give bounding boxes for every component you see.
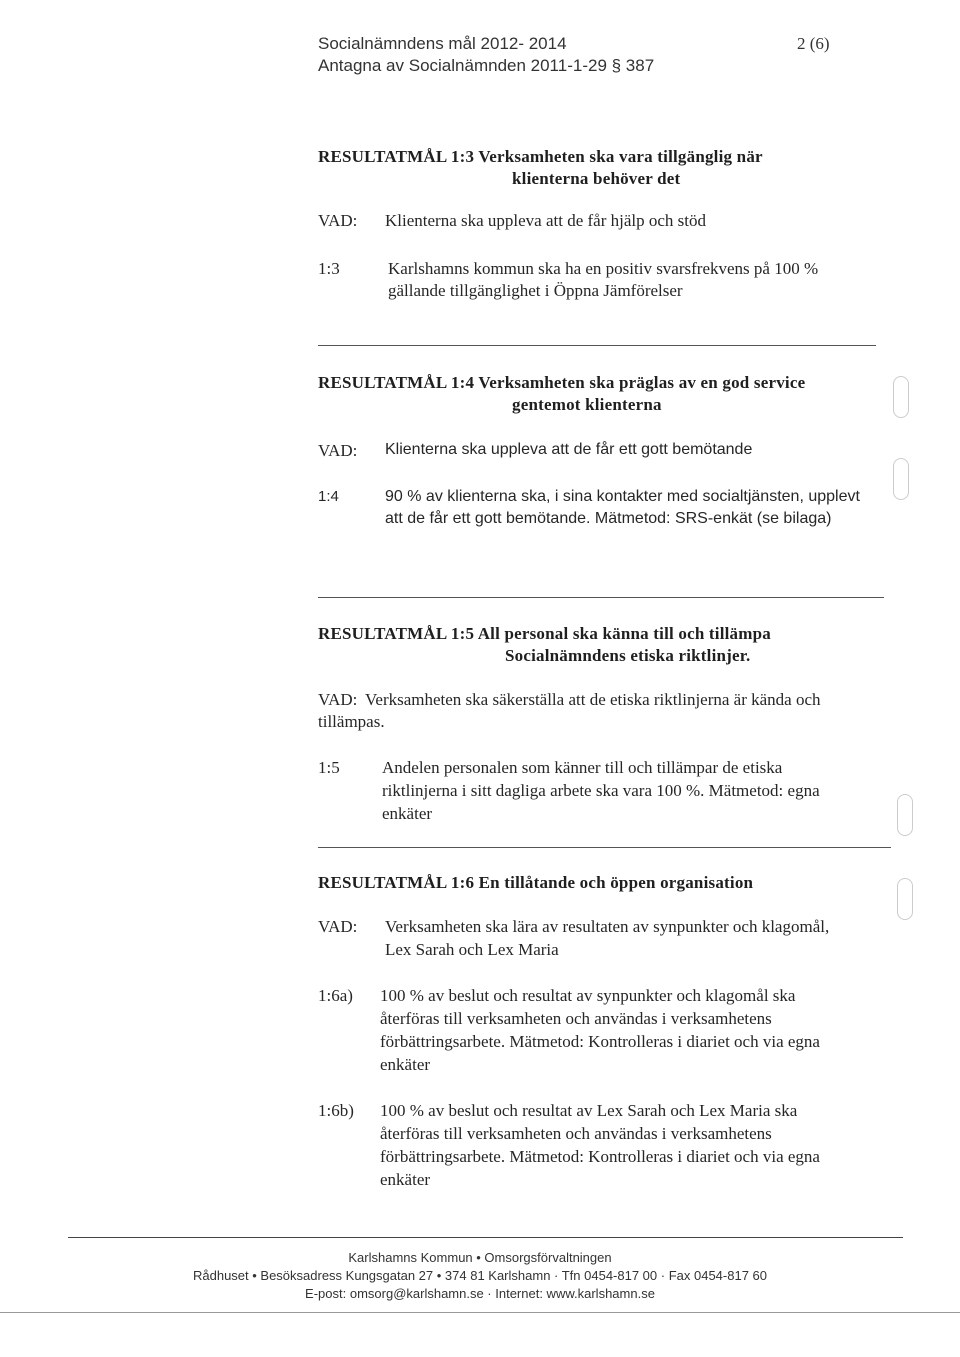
goal-1-3-vad-text: Klienterna ska uppleva att de får hjälp och stöd	[385, 211, 706, 230]
goal-1-6a-item-number: 1:6a)	[318, 986, 353, 1005]
goal-1-5-vad-line-1: Verksamheten ska säkerställa att de etiska riktlinjerna är kända och	[365, 690, 821, 709]
goal-1-6b-item-line-3: förbättringsarbete. Mätmetod: Kontrolleras i diariet och via egna	[380, 1147, 820, 1166]
goal-1-6b-item-line-1: 100 % av beslut och resultat av Lex Sarah och Lex Maria ska	[380, 1101, 798, 1120]
goal-1-5-item-line-2: riktlinjerna i sitt dagliga arbete ska vara 100 %. Mätmetod: egna	[382, 781, 820, 800]
goal-1-5-vad-label: VAD:	[318, 690, 358, 709]
section-divider	[318, 847, 891, 848]
goal-1-6b-item-line-2: återföras till verksamheten och användas i verksamhetens	[380, 1124, 772, 1143]
page-number: 2 (6)	[797, 34, 830, 53]
goal-1-6-vad-line-1: Verksamheten ska lära av resultaten av synpunkter och klagomål,	[385, 917, 830, 936]
goal-1-6a-item-line-3: förbättringsarbete. Mätmetod: Kontrolleras i diariet och via egna	[380, 1032, 820, 1051]
goal-1-6a-item-line-4: enkäter	[380, 1055, 431, 1074]
goal-1-5-item-line-1: Andelen personalen som känner till och tillämpar de etiska	[382, 758, 783, 777]
goal-1-4-title: RESULTATMÅL 1:4 Verksamheten ska präglas av en god service	[318, 373, 806, 392]
punch-hole-mark	[897, 878, 913, 920]
section-divider	[318, 597, 884, 598]
goal-1-3-title: RESULTATMÅL 1:3 Verksamheten ska vara tillgänglig när	[318, 147, 763, 166]
goal-1-3-item-line-2: gällande tillgänglighet i Öppna Jämförelser	[388, 281, 683, 300]
footer-divider	[68, 1237, 903, 1238]
punch-hole-mark	[897, 794, 913, 836]
goal-1-5-vad-line-2: tillämpas.	[318, 712, 385, 731]
footer-address: Rådhuset • Besöksadress Kungsgatan 27 • 374 81 Karlshamn · Tfn 0454-817 00 · Fax 0454-817 60	[192, 1268, 767, 1283]
document-title: Socialnämndens mål 2012- 2014	[318, 34, 567, 53]
goal-1-4-item-line-2: att de får ett gott bemötande. Mätmetod: SRS-enkät (se bilaga)	[385, 510, 832, 527]
goal-1-3-title-cont: klienterna behöver det	[512, 169, 681, 188]
goal-1-6a-item-line-1: 100 % av beslut och resultat av synpunkter och klagomål ska	[380, 986, 796, 1005]
goal-1-3-item-number: 1:3	[318, 259, 340, 278]
punch-hole-mark	[893, 458, 909, 500]
goal-1-4-vad-text: Klienterna ska uppleva att de får ett gott bemötande	[385, 441, 753, 458]
goal-1-5-title-cont: Socialnämndens etiska riktlinjer.	[505, 646, 751, 665]
goal-1-6a-item-line-2: återföras till verksamheten och användas i verksamhetens	[380, 1009, 772, 1028]
goal-1-4-title-cont: gentemot klienterna	[512, 395, 662, 414]
goal-1-6-title: RESULTATMÅL 1:6 En tillåtande och öppen organisation	[318, 873, 754, 892]
goal-1-6b-item-line-4: enkäter	[380, 1170, 431, 1189]
section-divider	[318, 345, 876, 346]
goal-1-3-vad-label: VAD:	[318, 211, 358, 230]
goal-1-4-item-number: 1:4	[318, 488, 339, 505]
goal-1-6b-item-number: 1:6b)	[318, 1101, 354, 1120]
goal-1-6-vad-line-2: Lex Sarah och Lex Maria	[385, 940, 559, 959]
goal-1-3-item-line-1: Karlshamns kommun ska ha en positiv svarsfrekvens på 100 %	[388, 259, 819, 278]
goal-1-4-item-line-1: 90 % av klienterna ska, i sina kontakter med socialtjänsten, upplevt	[385, 488, 860, 505]
punch-hole-mark	[893, 376, 909, 418]
goal-1-5-item-number: 1:5	[318, 758, 340, 777]
goal-1-6-vad-label: VAD:	[318, 917, 358, 936]
footer-organization: Karlshamns Kommun • Omsorgsförvaltningen	[348, 1250, 612, 1265]
adoption-note: Antagna av Socialnämnden 2011-1-29 § 387	[318, 56, 655, 75]
footer-contact: E-post: omsorg@karlshamn.se · Internet: www.karlshamn.se	[305, 1286, 655, 1301]
page-bottom-line	[0, 1312, 960, 1313]
goal-1-5-title: RESULTATMÅL 1:5 All personal ska känna till och tillämpa	[318, 624, 771, 643]
goal-1-4-vad-label: VAD:	[318, 441, 358, 460]
goal-1-5-item-line-3: enkäter	[382, 804, 433, 823]
